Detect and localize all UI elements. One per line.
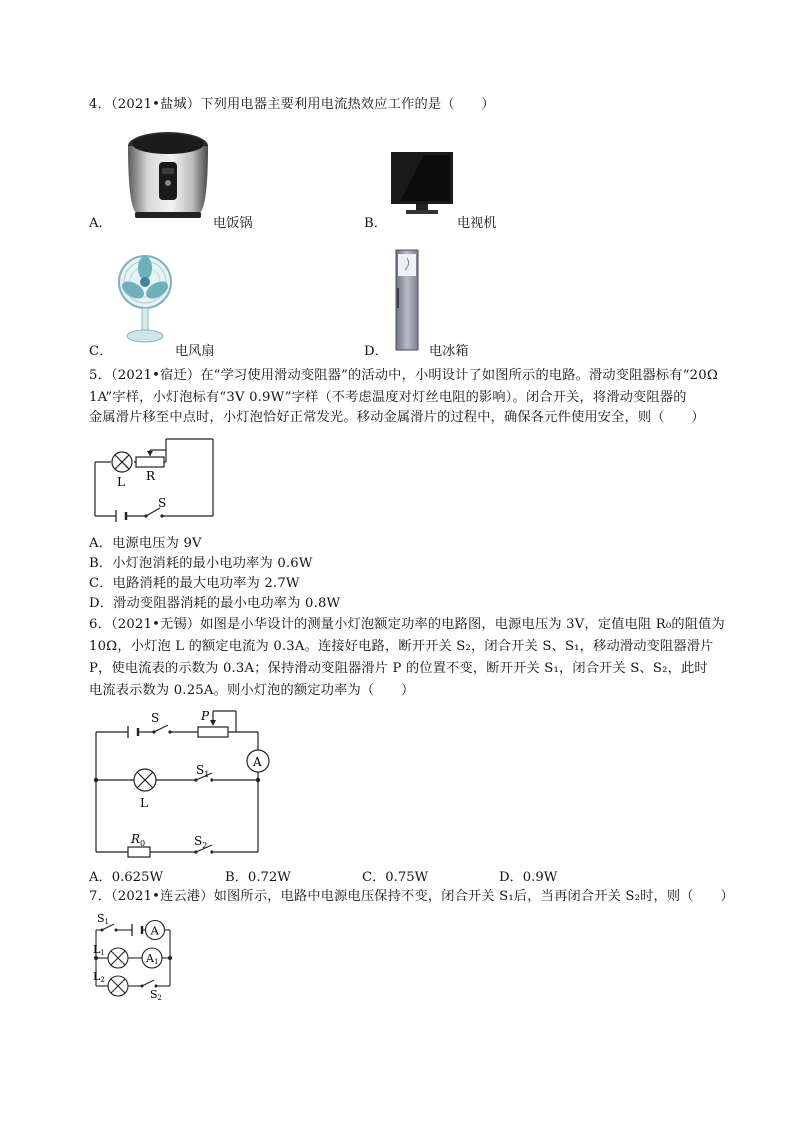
q5-option-c: C．电路消耗的最大电功率为 2.7W (89, 576, 300, 591)
switch-s2-label: $S_2$ (194, 834, 208, 850)
rheostat-label: R (146, 469, 156, 483)
q5-stem-line-3: 金属滑片移至中点时，小灯泡恰好正常发光。移动金属滑片的过程中，确保各元件使用安全，则（ ） (89, 410, 705, 425)
q5-option-d: D．滑动变阻器消耗的最小电功率为 0.8W (89, 596, 341, 611)
television-icon (390, 150, 454, 218)
q6-option-c: C．0.75W (362, 870, 429, 885)
ammeter-a-symbol (146, 921, 165, 940)
option-label: 电视机 (457, 216, 497, 231)
option-letter: A． (89, 216, 112, 231)
lamp-l-label: L (140, 796, 148, 810)
lamp-symbol (112, 452, 132, 472)
q7-circuit-diagram (88, 910, 188, 1002)
lamp-l2-label: L2 (93, 970, 105, 984)
q6-stem-line-3: P，使电流表的示数为 0.3A；保持滑动变阻器滑片 P 的位置不变，断开开关 S₁，闭合开关 S、S₂，此时 (89, 661, 708, 676)
q5-option-b: B．小灯泡消耗的最小电功率为 0.6W (89, 556, 313, 571)
q6-option-d: D．0.9W (499, 870, 558, 885)
option-letter: B． (364, 216, 387, 231)
q4-stem: 4．（2021•盐城）下列用电器主要利用电流热效应工作的是（ ） (89, 97, 495, 112)
ammeter-a1-symbol (142, 948, 162, 968)
resistor-r0-label: $R_0$ (131, 832, 146, 848)
option-label: 电冰箱 (429, 344, 469, 359)
q7-stem: 7．（2021•连云港）如图所示，电路中电源电压保持不变，闭合开关 S₁后，当再闭合开关 S₂时，则（ ） (89, 889, 734, 904)
battery-symbol (128, 726, 138, 738)
switch-s1-label: $S_1$ (196, 763, 210, 779)
slider-arrow (210, 720, 216, 726)
q6-option-a: A．0.625W (89, 870, 164, 885)
lamp-l2-symbol (108, 976, 128, 996)
switch-s-label: S (151, 711, 160, 725)
rheostat-symbol (198, 727, 228, 737)
rheostat-symbol (136, 457, 164, 467)
lamp-l1-symbol (108, 948, 128, 968)
q6-option-b: B．0.72W (225, 870, 291, 885)
q6-circuit-diagram (88, 704, 278, 862)
switch-s1-label: S1 (97, 912, 110, 926)
lamp-symbol (134, 769, 156, 791)
option-label: 电饭锅 (213, 216, 253, 231)
switch-label: S (158, 496, 167, 510)
lamp-l1-label: L1 (93, 943, 105, 957)
slider-p-label: P (201, 709, 210, 723)
slider-arrow (147, 451, 153, 456)
refrigerator-icon (395, 248, 421, 352)
rice-cooker-icon (123, 128, 213, 220)
q5-stem-line-1: 5．（2021•宿迁）在“学习使用滑动变阻器”的活动中，小明设计了如图所示的电路。滑动变阻器标有“20Ω (89, 368, 718, 383)
option-letter: C． (89, 344, 113, 359)
option-letter: D． (364, 344, 388, 359)
q6-stem-line-1: 6．（2021•无锡）如图是小华设计的测量小灯泡额定功率的电路图，电源电压为 3V，定值电阻 R₀的阻值为 (89, 617, 725, 632)
q5-option-a: A．电源电压为 9V (89, 536, 202, 551)
ammeter-symbol (247, 750, 269, 772)
option-label: 电风扇 (175, 344, 215, 359)
battery-symbol (116, 510, 126, 522)
switch-s2-label: S2 (150, 988, 163, 1002)
electric-fan-icon (117, 250, 173, 346)
svg-text:A1: A1 (146, 952, 159, 966)
q5-circuit-diagram (88, 436, 220, 524)
q6-stem-line-2: 10Ω，小灯泡 L 的额定电流为 0.3A。连接好电路，断开开关 S₂，闭合开关 S、S₁，移动滑动变阻器滑片 (89, 639, 714, 654)
resistor-symbol (128, 847, 150, 857)
q5-stem-line-2: 1A”字样，小灯泡标有“3V 0.9W”字样（不考虑温度对灯丝电阻的影响）。闭合开关，将滑动变阻器的 (89, 390, 687, 405)
battery-symbol (132, 924, 142, 936)
svg-text:A: A (150, 923, 159, 938)
q6-stem-line-4: 电流表示数为 0.25A。则小灯泡的额定功率为（ ） (89, 683, 415, 698)
svg-text:A: A (253, 755, 262, 769)
lamp-label: L (117, 475, 125, 489)
